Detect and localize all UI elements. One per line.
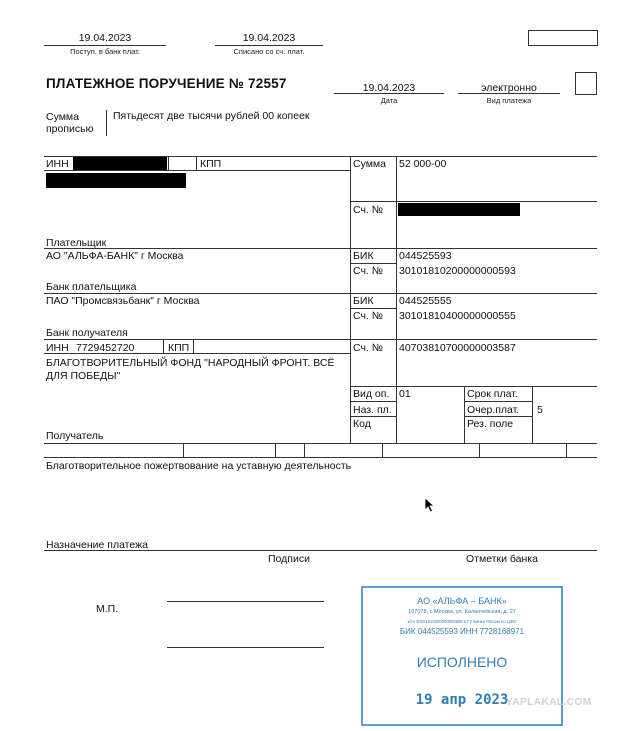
operation-type-label: Вид оп. xyxy=(353,388,390,400)
signatures-label: Подписи xyxy=(268,553,310,565)
recipient-kpp-divider xyxy=(193,339,194,353)
payer-kpp-divider xyxy=(196,156,197,170)
recipient-account-label: Сч. № xyxy=(353,342,384,354)
status-box xyxy=(575,72,597,95)
recipient-inn-line xyxy=(44,353,350,354)
recipient-bank-account-label: Сч. № xyxy=(353,310,384,322)
operation-top-line xyxy=(350,386,597,387)
amount-words-value: Пятьдесят две тысячи рублей 00 копеек xyxy=(113,110,310,122)
stamp-date: 19 апр 2023 xyxy=(415,692,509,708)
received-date-label: Поступ. в банк плат. xyxy=(70,47,140,56)
stamp-bik-inn: БИК 044525593 ИНН 7728168971 xyxy=(399,627,525,636)
stamp-status: ИСПОЛНЕНО xyxy=(416,654,508,670)
operation-divider-1 xyxy=(464,386,465,443)
debited-date-label: Списано со сч. плат. xyxy=(233,47,305,56)
priority-label: Очер.плат. xyxy=(467,404,520,416)
recipient-inn-label: ИНН xyxy=(46,342,69,354)
recipient-inn: 7729452720 xyxy=(76,342,135,354)
payment-type-line xyxy=(458,93,560,94)
tax-field-divider-3 xyxy=(304,443,305,457)
seal-placeholder-label: М.П. xyxy=(96,603,119,615)
recipient-bank-bik-label: БИК xyxy=(353,295,374,307)
grid-vertical-main xyxy=(350,156,351,443)
stamp-address: 107078, г. Москва, ул. Каланчевская, д. 27 xyxy=(408,609,516,615)
tax-field-divider-1 xyxy=(183,443,184,457)
recipient-bank-bottom-line xyxy=(44,339,597,340)
recipient-bank-account: 30101810400000000555 xyxy=(399,310,516,322)
payer-inn-label: ИНН xyxy=(46,158,69,170)
stamp-bank-name: АО «АЛЬФА – БАНК» xyxy=(417,596,507,606)
purpose-code-label: Наз. пл. xyxy=(353,404,392,416)
amount-words-label-2: прописью xyxy=(46,123,94,135)
payer-bank-bik: 044525593 xyxy=(399,250,452,262)
recipient-account: 40703810700000003587 xyxy=(399,342,516,354)
payment-purpose-line xyxy=(44,550,597,551)
form-code-box xyxy=(528,30,598,46)
code-label: Код xyxy=(353,418,371,430)
recipient-label: Получатель xyxy=(46,430,104,442)
payer-inn-divider xyxy=(168,156,169,170)
priority-line xyxy=(464,416,532,417)
recipient-bank-bik-line xyxy=(350,308,396,309)
payer-bank-bik-line xyxy=(350,263,396,264)
signature-line-2 xyxy=(167,647,324,648)
operation-type-value: 01 xyxy=(399,388,411,400)
purpose-code-line xyxy=(350,416,396,417)
payer-account-label: Сч. № xyxy=(353,204,384,216)
recipient-bank-label: Банк получателя xyxy=(46,327,128,339)
payer-bank-account: 30101810200000000593 xyxy=(399,265,516,277)
payer-inn-redaction xyxy=(73,157,167,170)
order-date-label: Дата xyxy=(380,96,398,105)
recipient-name-line1: БЛАГОТВОРИТЕЛЬНЫЙ ФОНД "НАРОДНЫЙ ФРОНТ. ВСЁ xyxy=(46,357,335,369)
bank-marks-label: Отметки банка xyxy=(466,553,538,565)
tax-field-divider-2 xyxy=(275,443,276,457)
payer-sum-label: Сумма xyxy=(353,158,386,170)
tax-field-divider-6 xyxy=(566,443,567,457)
tax-field-divider-5 xyxy=(479,443,480,457)
received-date: 19.04.2023 xyxy=(78,32,132,44)
payer-account-redaction xyxy=(398,203,520,216)
payer-name-redaction xyxy=(46,173,186,188)
payer-sum-value: 52 000-00 xyxy=(399,158,447,170)
payer-bottom-line xyxy=(44,248,597,249)
amount-words-label-1: Сумма xyxy=(46,111,79,123)
recipient-bank-bik: 044525555 xyxy=(399,295,452,307)
payment-purpose-label: Назначение платежа xyxy=(46,539,148,551)
payer-bank-bottom-line xyxy=(44,293,597,294)
amount-words-divider xyxy=(106,110,107,136)
recipient-bottom-line xyxy=(44,443,597,444)
payment-type: электронно xyxy=(481,82,537,94)
recipient-bank-name: ПАО "Промсвязьбанк" г Москва xyxy=(46,295,200,307)
payment-purpose-text: Благотворительное пожертвование на уставную деятельность xyxy=(46,460,352,472)
priority-value: 5 xyxy=(537,404,543,416)
tax-fields-bottom-line xyxy=(44,457,597,458)
signature-line-1 xyxy=(167,601,324,602)
payer-inn-line xyxy=(44,170,350,171)
payment-term-line xyxy=(464,401,532,402)
debited-date: 19.04.2023 xyxy=(242,32,296,44)
grid-vertical-values xyxy=(396,156,397,443)
recipient-inn-divider xyxy=(163,339,164,353)
payer-sum-bottom-line xyxy=(350,201,597,202)
order-date-line xyxy=(334,93,444,94)
order-date: 19.04.2023 xyxy=(362,82,416,94)
payment-type-label: Вид платежа xyxy=(486,96,532,105)
operation-type-line xyxy=(350,401,396,402)
operation-divider-2 xyxy=(532,386,533,443)
recipient-kpp-label: КПП xyxy=(168,342,190,354)
payment-term-label: Срок плат. xyxy=(467,388,518,400)
payer-label: Плательщик xyxy=(46,237,107,249)
payer-bank-label: Банк плательщика xyxy=(46,281,137,293)
payer-kpp-label: КПП xyxy=(200,158,222,170)
watermark: YAPLAKAL.COM xyxy=(506,697,592,708)
recipient-name-line2: ДЛЯ ПОБЕДЫ" xyxy=(46,370,121,382)
reserve-field-label: Рез. поле xyxy=(467,418,514,430)
order-title: ПЛАТЕЖНОЕ ПОРУЧЕНИЕ № 72557 xyxy=(46,76,287,91)
tax-field-divider-4 xyxy=(382,443,383,457)
payer-bank-bik-label: БИК xyxy=(353,250,374,262)
stamp-account-line: к/сч 30101810200000000593 в ГУ Банка России по ЦФО xyxy=(407,619,517,624)
mouse-cursor-icon xyxy=(424,497,436,513)
payer-bank-account-label: Сч. № xyxy=(353,265,384,277)
payer-bank-name: АО "АЛЬФА-БАНК" г Москва xyxy=(46,250,184,262)
